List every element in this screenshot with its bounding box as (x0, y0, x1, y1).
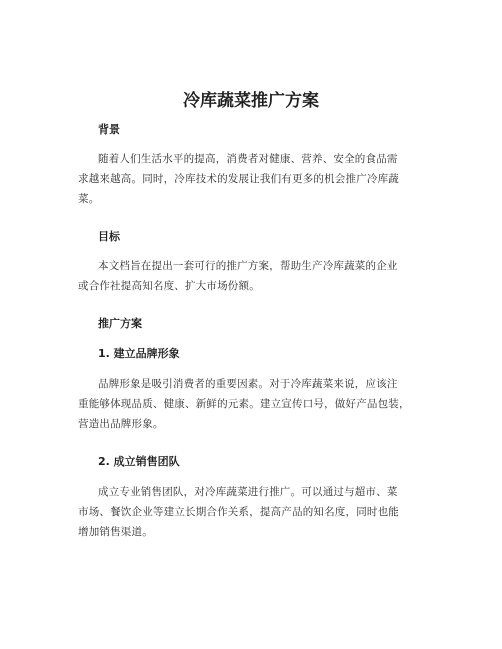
section-heading-plan: 推广方案 (98, 317, 142, 330)
paragraph-line: 随着人们生活水平的提高，消费者对健康、营养、安全的食品需 (98, 153, 398, 165)
paragraph-line: 营造出品牌形象。 (78, 418, 164, 430)
paragraph-line: 菜。 (78, 193, 100, 205)
paragraph-line: 增加销售渠道。 (78, 526, 153, 538)
paragraph-line: 本文档旨在提出一套可行的推广方案，帮助生产冷库蔬菜的企业 (98, 260, 398, 272)
section-heading-background: 背景 (98, 123, 120, 136)
paragraph-line: 成立专业销售团队，对冷库蔬菜进行推广。可以通过与超市、菜 (98, 486, 398, 498)
paragraph-line: 或合作社提高知名度、扩大市场份额。 (78, 280, 260, 292)
paragraph-line: 重能够体现品质、健康、新鲜的元素。建立宣传口号，做好产品包装， (78, 398, 410, 410)
paragraph-line: 品牌形象是吸引消费者的重要因素。对于冷库蔬菜来说，应该注 (98, 378, 398, 390)
paragraph-line: 求越来越高。同时，冷库技术的发展让我们有更多的机会推广冷库蔬 (78, 173, 399, 185)
paragraph-line: 市场、餐饮企业等建立长期合作关系，提高产品的知名度，同时也能 (78, 506, 399, 518)
subsection-heading-sales: 2. 成立销售团队 (98, 455, 180, 468)
section-heading-goal: 目标 (98, 230, 120, 243)
subsection-heading-brand: 1. 建立品牌形象 (98, 347, 180, 360)
document-title: 冷库蔬菜推广方案 (183, 91, 319, 111)
